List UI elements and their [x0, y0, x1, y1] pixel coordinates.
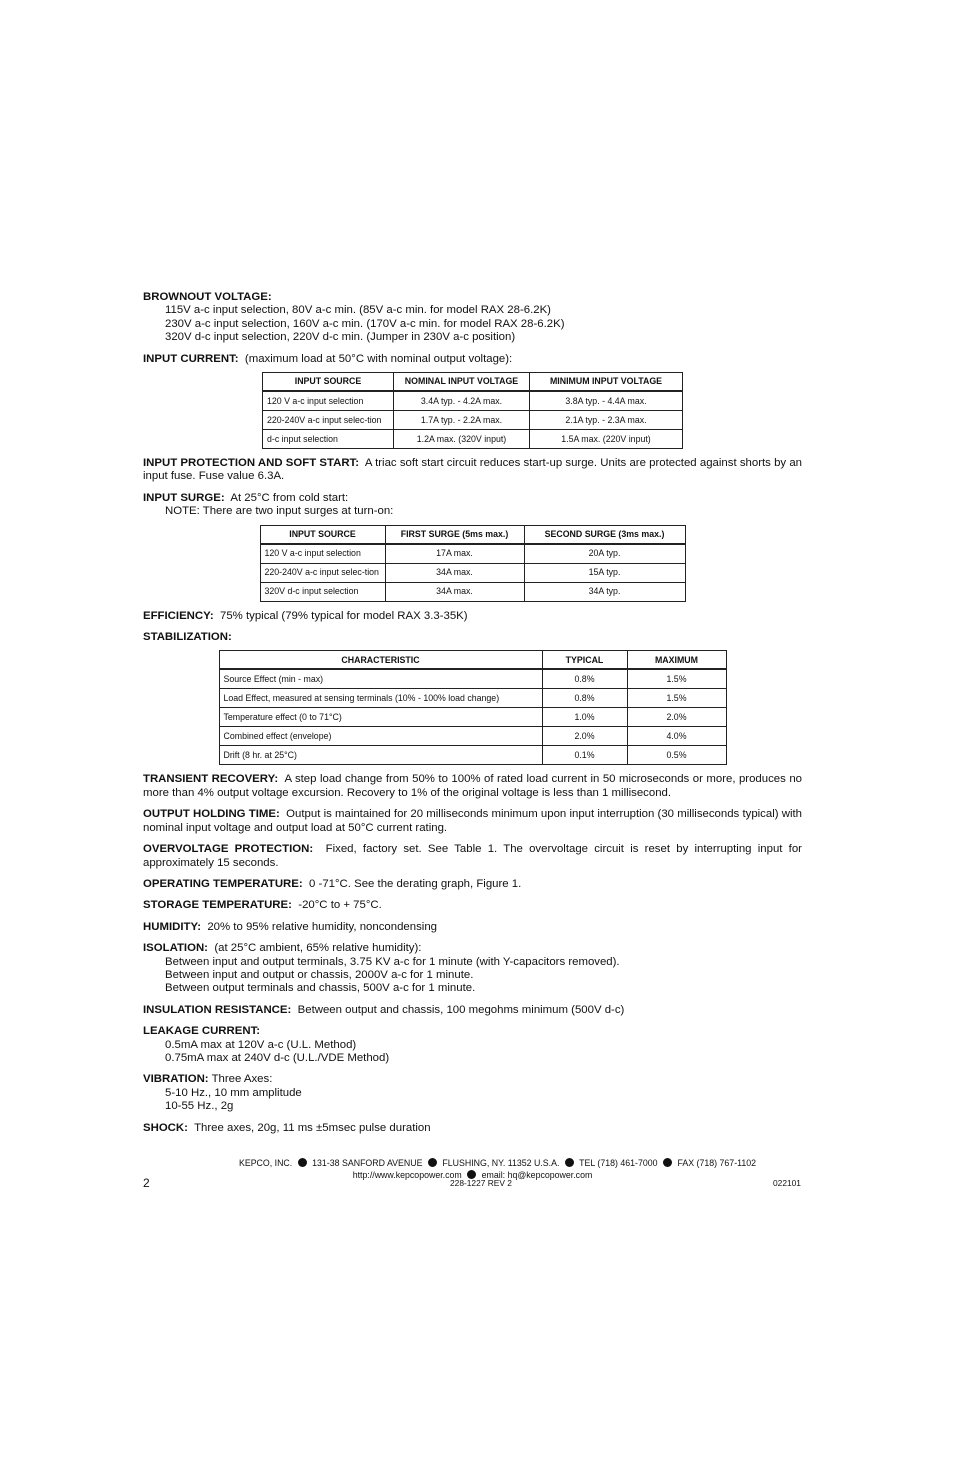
input-surge-heading: INPUT SURGE:: [143, 491, 225, 504]
table-cell: 4.0%: [627, 727, 726, 746]
leakage-line-2: 0.75mA max at 240V d-c (U.L./VDE Method): [165, 1051, 390, 1064]
bullet-icon: [428, 1158, 437, 1167]
leakage-section: [143, 1025, 802, 1065]
table-cell: 34A max.: [385, 582, 524, 601]
input-protection-heading: INPUT PROTECTION AND SOFT START:: [143, 457, 360, 470]
stabilization-section: [143, 631, 802, 765]
table-header: INPUT SOURCE: [260, 525, 385, 544]
table-cell: Combined effect (envelope): [219, 727, 542, 746]
table-cell: 34A typ.: [524, 582, 685, 601]
transient-heading: TRANSIENT RECOVERY:: [143, 773, 279, 786]
vibration-line-2: 10-55 Hz., 2g: [165, 1100, 234, 1113]
bullet-icon: [663, 1158, 672, 1167]
input-current-section: [143, 353, 802, 449]
footer-company: KEPCO, INC.: [238, 1158, 293, 1168]
shock-heading: SHOCK:: [143, 1121, 188, 1134]
efficiency-section: [143, 610, 802, 623]
table-cell: 2.0%: [627, 708, 726, 727]
table-header: INPUT SOURCE: [263, 373, 394, 392]
footer-website-link[interactable]: http://www.kepcopower.com: [352, 1169, 462, 1180]
document-number: 228-1227 REV 2: [450, 1178, 512, 1188]
table-row: [260, 544, 685, 564]
footer-fax: FAX (718) 767-1102: [677, 1158, 757, 1168]
vibration-heading: VIBRATION:: [143, 1073, 209, 1086]
table-header: TYPICAL: [542, 651, 627, 670]
isolation-text: (at 25°C ambient, 65% relative humidity):: [214, 942, 422, 955]
brownout-line-3: 320V d-c input selection, 220V d-c min. (Jumper in 230V a-c position): [165, 331, 516, 344]
stabilization-table: [219, 650, 727, 765]
table-cell: Temperature effect (0 to 71°C): [219, 708, 542, 727]
table-row: [263, 430, 683, 449]
input-current-text: (maximum load at 50°C with nominal output voltage):: [244, 352, 513, 365]
page-number: 2: [143, 1176, 150, 1190]
input-current-table: [262, 372, 683, 449]
overvoltage-text: Fixed, factory set. See Table 1. The overvoltage circuit is reset by interrupting input for approximately 15 seconds.: [143, 843, 802, 869]
overvoltage-heading: OVERVOLTAGE PROTECTION:: [143, 843, 314, 856]
table-header: NOMINAL INPUT VOLTAGE: [394, 373, 530, 392]
table-cell: 34A max.: [385, 563, 524, 582]
vibration-section: [143, 1073, 802, 1113]
efficiency-heading: EFFICIENCY:: [143, 609, 214, 622]
footer-tel: TEL (718) 461-7000: [579, 1158, 658, 1168]
humidity-section: [143, 921, 802, 934]
bullet-icon: [298, 1158, 307, 1167]
footer-address: [143, 1158, 802, 1169]
humidity-heading: HUMIDITY:: [143, 920, 201, 933]
holding-text: Output is maintained for 20 milliseconds minimum upon input interruption (30 milliseconds typical) with nominal input voltage and output load at 50°C current rating.: [143, 808, 802, 834]
isolation-line-3: Between output terminals and chassis, 500V a-c for 1 minute.: [165, 982, 476, 995]
operating-section: [143, 878, 802, 891]
table-cell: 220-240V a-c input selec-tion: [263, 411, 394, 430]
footer-street: 131-38 SANFORD AVENUE: [312, 1158, 423, 1168]
table-cell: 0.5%: [627, 746, 726, 765]
table-row: [263, 411, 683, 430]
leakage-heading: LEAKAGE CURRENT:: [143, 1025, 261, 1038]
holding-section: [143, 808, 802, 835]
storage-text: -20°C to + 75°C.: [298, 899, 382, 912]
shock-text: Three axes, 20g, 11 ms ±5msec pulse duration: [194, 1121, 431, 1134]
operating-text: 0 -71°C. See the derating graph, Figure 1.: [309, 877, 522, 890]
table-cell: d-c input selection: [263, 430, 394, 449]
table-cell: 2.1A typ. - 2.3A max.: [530, 411, 683, 430]
table-row: [260, 582, 685, 601]
table-cell: 20A typ.: [524, 544, 685, 564]
transient-text: A step load change from 50% to 100% of rated load current in 50 microseconds or more, produces no more than 4% output voltage excursion. Recovery to 1% of the original voltage is less than 1 millisecond.: [143, 773, 802, 799]
spec-content: [143, 291, 802, 1143]
input-current-heading: INPUT CURRENT:: [143, 352, 239, 365]
table-cell: 1.5%: [627, 669, 726, 689]
table-row: [219, 727, 726, 746]
table-row: [219, 746, 726, 765]
table-cell: 320V d-c input selection: [260, 582, 385, 601]
input-surge-table: [260, 525, 686, 602]
page-footer: [143, 1158, 802, 1180]
isolation-section: [143, 942, 802, 996]
overvoltage-section: [143, 843, 802, 870]
table-cell: 17A max.: [385, 544, 524, 564]
table-cell: 0.8%: [542, 669, 627, 689]
input-surge-section: [143, 492, 802, 602]
table-cell: Source Effect (min - max): [219, 669, 542, 689]
insulation-section: [143, 1004, 802, 1017]
storage-heading: STORAGE TEMPERATURE:: [143, 899, 292, 912]
table-cell: 1.7A typ. - 2.2A max.: [394, 411, 530, 430]
insulation-heading: INSULATION RESISTANCE:: [143, 1003, 292, 1016]
humidity-text: 20% to 95% relative humidity, noncondensing: [207, 920, 437, 933]
input-surge-note: NOTE: There are two input surges at turn-on:: [165, 505, 394, 518]
table-cell: 1.2A max. (320V input): [394, 430, 530, 449]
table-cell: 1.5A max. (220V input): [530, 430, 683, 449]
brownout-heading: BROWNOUT VOLTAGE:: [143, 291, 272, 303]
table-cell: 0.8%: [542, 689, 627, 708]
vibration-text: Three Axes:: [211, 1073, 273, 1086]
table-cell: 120 V a-c input selection: [263, 391, 394, 411]
footer-city: FLUSHING, NY. 11352 U.S.A.: [442, 1158, 560, 1168]
isolation-line-2: Between input and output or chassis, 2000V a-c for 1 minute.: [165, 968, 474, 981]
isolation-heading: ISOLATION:: [143, 942, 208, 955]
date-code: 022101: [773, 1178, 801, 1188]
table-row: [263, 391, 683, 411]
operating-heading: OPERATING TEMPERATURE:: [143, 877, 303, 890]
table-header: MAXIMUM: [627, 651, 726, 670]
table-header: FIRST SURGE (5ms max.): [385, 525, 524, 544]
isolation-line-1: Between input and output terminals, 3.75 KV a-c for 1 minute (with Y-capacitors removed).: [165, 955, 620, 968]
leakage-line-1: 0.5mA max at 120V a-c (U.L. Method): [165, 1038, 357, 1051]
storage-section: [143, 899, 802, 912]
table-cell: 3.8A typ. - 4.4A max.: [530, 391, 683, 411]
vibration-line-1: 5-10 Hz., 10 mm amplitude: [165, 1086, 302, 1099]
brownout-line-1: 115V a-c input selection, 80V a-c min. (85V a-c min. for model RAX 28-6.2K): [165, 304, 551, 317]
shock-section: [143, 1122, 802, 1135]
table-cell: 0.1%: [542, 746, 627, 765]
stabilization-heading: STABILIZATION:: [143, 631, 232, 644]
holding-heading: OUTPUT HOLDING TIME:: [143, 808, 280, 821]
table-row: [219, 689, 726, 708]
table-cell: 15A typ.: [524, 563, 685, 582]
input-protection-section: [143, 457, 802, 484]
input-surge-text: At 25°C from cold start:: [230, 491, 349, 504]
table-header: CHARACTERISTIC: [219, 651, 542, 670]
table-cell: 220-240V a-c input selec-tion: [260, 563, 385, 582]
brownout-section: [143, 291, 802, 345]
input-protection-text: A triac soft start circuit reduces start-up surge. Units are protected against shorts by an input fuse. Fuse value 6.3A.: [143, 457, 803, 483]
table-row: [260, 563, 685, 582]
table-header: SECOND SURGE (3ms max.): [524, 525, 685, 544]
table-cell: 1.5%: [627, 689, 726, 708]
transient-section: [143, 773, 802, 800]
efficiency-text: 75% typical (79% typical for model RAX 3.3-35K): [220, 609, 468, 622]
insulation-text: Between output and chassis, 100 megohms minimum (500V d-c): [297, 1003, 625, 1016]
table-cell: Load Effect, measured at sensing terminals (10% - 100% load change): [219, 689, 542, 708]
brownout-line-2: 230V a-c input selection, 160V a-c min. (170V a-c min. for model RAX 28-6.2K): [165, 317, 565, 330]
table-cell: 120 V a-c input selection: [260, 544, 385, 564]
bullet-icon: [565, 1158, 574, 1167]
table-cell: Drift (8 hr. at 25°C): [219, 746, 542, 765]
footer-email-link[interactable]: email: hq@kepcopower.com: [481, 1169, 593, 1180]
table-row: [219, 708, 726, 727]
table-cell: 2.0%: [542, 727, 627, 746]
table-row: [219, 669, 726, 689]
table-cell: 1.0%: [542, 708, 627, 727]
table-header: MINIMUM INPUT VOLTAGE: [530, 373, 683, 392]
table-cell: 3.4A typ. - 4.2A max.: [394, 391, 530, 411]
